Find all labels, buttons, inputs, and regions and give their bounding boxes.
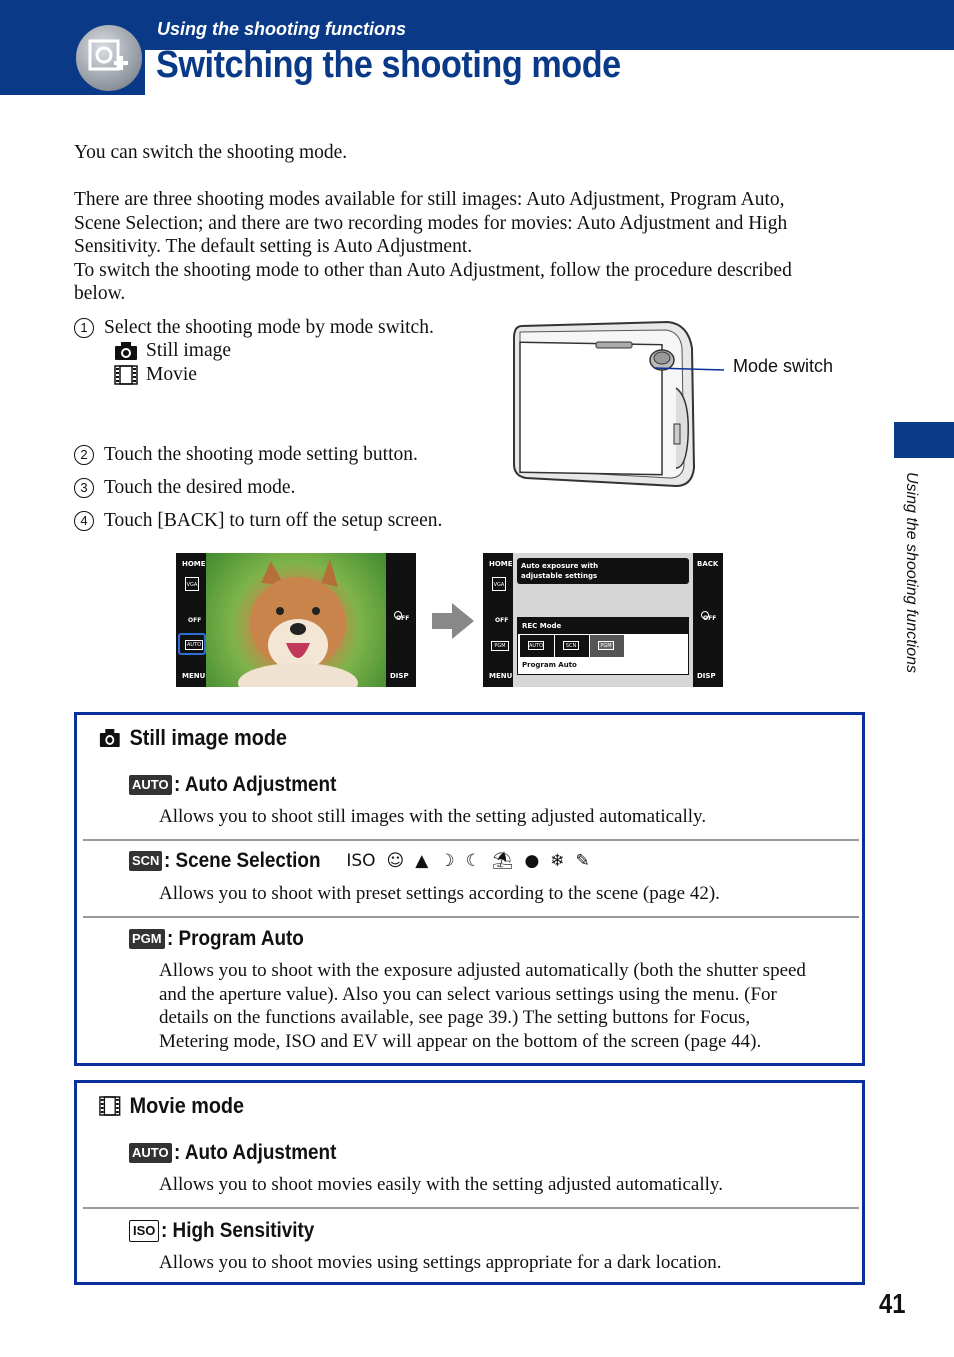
divider <box>83 916 859 918</box>
film-icon <box>114 365 138 385</box>
portrait-icon: ☺ <box>386 851 405 871</box>
movie-high-sensitivity-desc: Allows you to shoot movies using settings appropriate for a dark location. <box>159 1252 722 1273</box>
mode-hint-box <box>517 558 689 584</box>
rec-mode-header <box>518 618 688 634</box>
rec-option-scn[interactable] <box>555 635 589 657</box>
item-title-text: : Program Auto <box>166 927 304 950</box>
still-heading-text: Still image mode <box>129 725 287 750</box>
step-text: Touch the shooting mode setting button. <box>104 444 418 465</box>
disp-button[interactable]: DISP <box>390 672 409 680</box>
step-number: 3 <box>74 478 94 498</box>
step-1 <box>74 316 434 340</box>
auto-badge-icon: AUTO <box>129 775 172 795</box>
rec-mode-panel <box>517 617 689 675</box>
menu-button[interactable]: MENU <box>489 672 513 680</box>
desc-line: Metering mode, ISO and EV will appear on the bottom of the screen (page 44). <box>159 1030 762 1052</box>
step-3 <box>74 476 295 500</box>
intro-line: Scene Selection; and there are two recording modes for movies: Auto Adjustment and High <box>74 212 788 234</box>
rec-mode-label: REC Mode <box>522 622 562 630</box>
section-label: Using the shooting functions <box>157 19 406 39</box>
still-box-heading <box>99 725 287 751</box>
desc-line: Allows you to shoot with the exposure adjusted automatically (both the shutter speed <box>159 960 806 981</box>
page-number: 41 <box>879 1288 906 1319</box>
menu-button[interactable]: MENU <box>182 672 206 680</box>
pgm-option-chip: PGM <box>598 641 614 650</box>
flash-icon[interactable] <box>701 611 709 619</box>
dog-illustration <box>206 553 386 687</box>
dog-photo <box>206 553 386 687</box>
image-size-button[interactable]: VGA <box>492 577 506 591</box>
home-button[interactable]: HOME <box>489 560 513 568</box>
intro-paragraph-1: You can switch the shooting mode. <box>74 142 348 163</box>
twilight-portrait-icon: ☽ <box>439 851 455 871</box>
header-band <box>0 0 954 50</box>
step-number: 1 <box>74 318 94 338</box>
pgm-badge-icon: PGM <box>129 929 165 949</box>
selected-mode-name: Program Auto <box>522 661 577 669</box>
still-program-title <box>129 927 319 951</box>
option-label: Movie <box>146 364 197 385</box>
back-button[interactable]: BACK <box>697 560 719 568</box>
soft-snap-icon: ● <box>524 851 540 871</box>
twilight-icon: ☾ <box>465 851 481 871</box>
smile-off-button[interactable]: OFF <box>188 617 202 624</box>
auto-mode-button[interactable]: AUTO <box>186 642 202 648</box>
step-2 <box>74 443 418 467</box>
home-button[interactable]: HOME <box>182 560 206 568</box>
divider <box>83 839 859 841</box>
hint-line-1: Auto exposure with <box>521 562 599 570</box>
intro-line: below. <box>74 283 126 304</box>
scn-option-chip: SCN <box>563 641 579 650</box>
step-text: Touch the desired mode. <box>104 477 296 498</box>
hint-line-2: adjustable settings <box>521 572 598 580</box>
camera-icon <box>114 341 138 361</box>
arrow-right-icon <box>432 603 474 639</box>
movie-auto-title <box>129 1141 354 1165</box>
step1-option-still <box>114 339 231 363</box>
item-title-text: : Auto Adjustment <box>173 1141 336 1164</box>
side-tab-marker <box>894 422 954 458</box>
scene-icons-row <box>346 851 589 871</box>
snow-icon: ❄ <box>550 851 565 871</box>
landscape-icon: ▲ <box>415 851 429 871</box>
divider <box>83 1207 859 1209</box>
rec-option-auto[interactable] <box>520 635 554 657</box>
macro-off-button[interactable]: OFF <box>703 615 717 622</box>
camera-screen-before <box>176 553 416 687</box>
flash-icon[interactable] <box>394 611 402 619</box>
page-title: Switching the shooting mode <box>156 44 621 86</box>
step-text: Select the shooting mode by mode switch. <box>104 317 434 338</box>
intro-paragraph-2 <box>74 188 864 306</box>
iso-badge-icon: ISO <box>129 1220 159 1242</box>
movie-high-sensitivity-title <box>129 1219 332 1243</box>
movie-heading-text: Movie mode <box>129 1093 245 1118</box>
movie-mode-box <box>74 1080 865 1285</box>
side-tab-label: Using the shooting functions <box>903 472 920 674</box>
step1-option-movie <box>114 363 197 387</box>
disp-button[interactable]: DISP <box>697 672 716 680</box>
camera-icon <box>99 728 121 748</box>
iso-icon: ISO <box>346 851 376 871</box>
auto-badge-icon: AUTO <box>129 1143 172 1163</box>
gourmet-icon: ✎ <box>575 851 590 871</box>
intro-line: Sensitivity. The default setting is Auto Adjustment. <box>74 236 473 257</box>
movie-auto-desc: Allows you to shoot movies easily with the setting adjusted automatically. <box>159 1174 723 1195</box>
pgm-mode-button[interactable]: PGM <box>491 641 509 651</box>
rec-option-pgm-selected[interactable] <box>590 635 624 657</box>
option-label: Still image <box>146 340 232 361</box>
still-auto-desc: Allows you to shoot still images with the setting adjusted automatically. <box>159 806 707 827</box>
item-title-text: : High Sensitivity <box>161 1219 315 1242</box>
step-text: Touch [BACK] to turn off the setup screen. <box>104 510 443 531</box>
intro-line: To switch the shooting mode to other than Auto Adjustment, follow the procedure described <box>74 259 792 281</box>
scn-badge-icon: SCN <box>129 851 162 871</box>
image-size-button[interactable]: VGA <box>185 577 199 591</box>
still-image-mode-box <box>74 712 865 1066</box>
movie-box-heading <box>99 1093 244 1119</box>
mode-switch-callout: Mode switch <box>733 356 834 376</box>
desc-line: details on the functions available, see page 39.) The setting buttons for Focus, <box>159 1007 751 1028</box>
step-number: 4 <box>74 511 94 531</box>
item-title-text: : Auto Adjustment <box>173 773 336 796</box>
still-scene-title <box>129 849 590 873</box>
still-program-desc <box>159 959 849 1053</box>
still-scene-desc: Allows you to shoot with preset settings according to the scene (page 42). <box>159 883 720 904</box>
beach-icon: ⛱ <box>491 851 514 871</box>
mode-setting-button-highlight[interactable] <box>178 633 206 655</box>
camera-screen-after <box>483 553 723 687</box>
macro-off-button[interactable]: OFF <box>396 615 410 622</box>
step-4 <box>74 509 442 533</box>
camera-back-illustration <box>508 318 728 490</box>
still-auto-title <box>129 773 354 797</box>
step-number: 2 <box>74 445 94 465</box>
desc-line: and the aperture value). Also you can select various settings using the menu. (For <box>159 983 777 1005</box>
auto-option-chip: AUTO <box>529 643 544 649</box>
film-icon <box>99 1096 121 1116</box>
item-title-text: : Scene Selection <box>164 849 321 872</box>
shooting-chapter-icon <box>73 22 145 94</box>
intro-line: There are three shooting modes available for still images: Auto Adjustment, Program Auto, <box>74 189 785 210</box>
smile-off-button[interactable]: OFF <box>495 617 509 624</box>
